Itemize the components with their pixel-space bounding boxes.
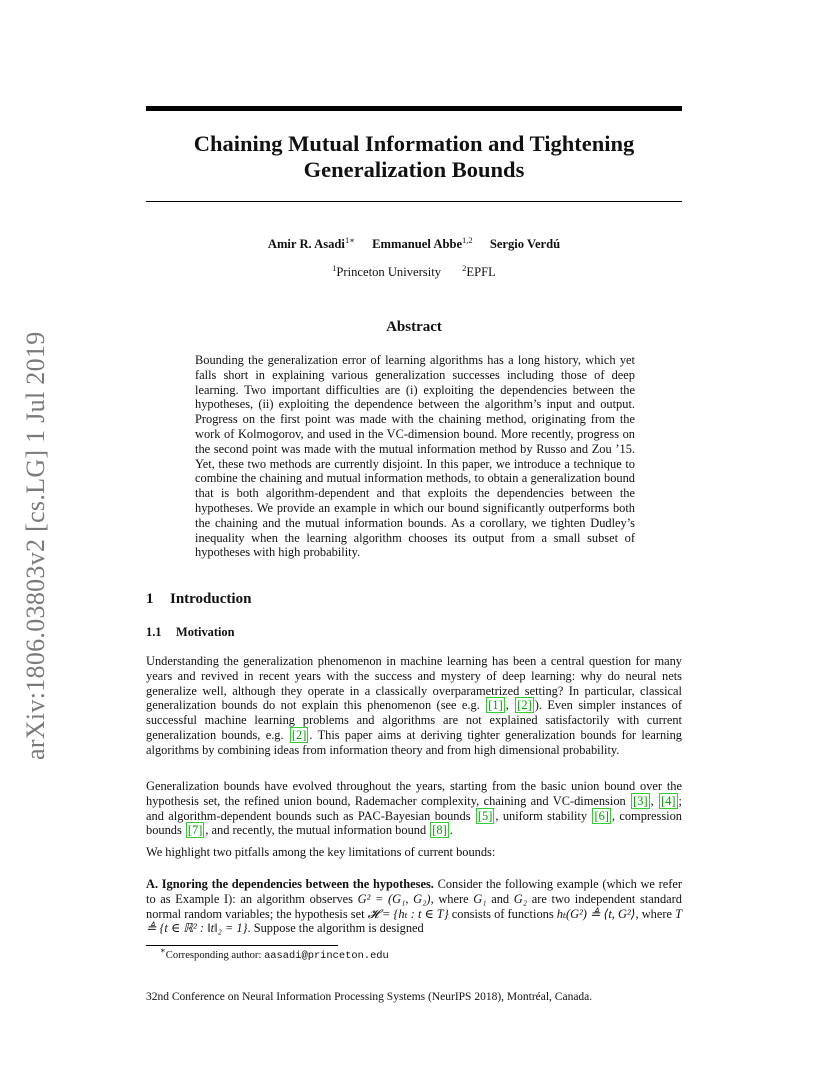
title-bottom-rule	[146, 201, 682, 202]
paragraph-motivation-2: Generalization bounds have evolved throughout the years, starting from the basic union bound over the hypothesis set, the refined union bound, Rademacher complexity, chaining and VC-dimension [3] , [4] ; and algorithm-dependent bounds such as PAC-Bayesian bounds [5] , uniform stability [6] , compression bounds [7] , and recently, the mutual information bound [8] .	[146, 779, 682, 838]
arxiv-identifier: arXiv:1806.03803v2 [cs.LG] 1 Jul 2019	[21, 331, 50, 760]
author-2: Emmanuel Abbe$^{1,2}$	[372, 235, 473, 251]
author-3: Sergio Verdú	[489, 237, 561, 251]
citation-link[interactable]: [4]	[661, 793, 676, 808]
affiliation-list	[146, 265, 682, 280]
author-list	[146, 237, 682, 252]
citation-link[interactable]: [7]	[187, 823, 203, 838]
paragraph-run-in-heading: A. Ignoring the dependencies between the hypotheses.	[146, 877, 434, 891]
paragraph-motivation-3: We highlight two pitfalls among the key limitations of current bounds:	[146, 845, 496, 859]
section-heading-introduction: 1 Introduction	[146, 591, 252, 607]
citation-link[interactable]: [2]	[517, 698, 532, 713]
paragraph-example-1: A. Ignoring the dependencies between the hypotheses. Consider the following example (which we refer to as Example I): an algorithm observes G² = (G₁, G₂), where G₁ and G₂ are two independent standard normal random variables; the hypothesis set 𝓗 = {hₜ : t ∈ T} consists of functions hₜ(G²) ≜ ⟨t, G²⟩, where T ≜ {t ∈ ℝ² : ‖t‖₂ = 1}. Suppose the algorithm is designed	[146, 877, 683, 936]
citation-link[interactable]: [1]	[488, 698, 503, 713]
affiliation-2: $^2$EPFL	[462, 263, 496, 279]
subsection-heading-motivation: 1.1 Motivation	[146, 625, 235, 639]
footnote-rule	[146, 945, 338, 946]
citation-link[interactable]: [6]	[594, 808, 609, 823]
abstract-heading: Abstract	[386, 319, 442, 335]
footnote-email: aasadi@princeton.edu	[264, 950, 389, 962]
citation-link[interactable]: [3]	[633, 793, 648, 808]
paper-title: Chaining Mutual Information and Tightening Generalization Bounds	[193, 131, 635, 182]
venue-footer: 32nd Conference on Neural Information Processing Systems (NeurIPS 2018), Montréal, Canada.	[146, 991, 593, 1003]
title-top-rule	[146, 106, 682, 111]
citation-link[interactable]: [5]	[477, 808, 493, 823]
abstract-text: Bounding the generalization error of learning algorithms has a long history, which yet falls short in explaining various generalization successes including those of deep learning. Two important difficulties are (i) exploiting the dependencies between the hypotheses, (ii) exploiting the dependence between the algorithm’s input and output. Progress on the first point was made with the chaining method, originating from the work of Kolmogorov, and used in the VC-dimension bound. More recently, progress on the second point was made with the mutual information method by Russo and Zou ’15. Yet, these two methods are currently disjoint. In this paper, we introduce a technique to combine the chaining and mutual information methods, to obtain a generalization bound that is both algorithm-dependent and that exploits the dependencies between the hypotheses. We provide an example in which our bound significantly outperforms both the chaining and the mutual information bounds. As a corollary, we tighten Dudley’s inequality when the learning algorithm chooses its output from a small subset of hypotheses with high probability.	[195, 353, 635, 560]
citation-link[interactable]: [2]	[291, 727, 307, 742]
paragraph-motivation-1: Understanding the generalization phenomenon in machine learning has been a central question for many years and revived in recent years with the success and mystery of deep learning: why do neural nets generalize well, although they operate in a classically overparametrized setting? In particular, classical generalization bounds do not explain this phenomenon (see e.g. [1] , [2] ). Even simpler instances of successful machine learning problems and algorithms are not explained satisfactorily with current generalization bounds, e.g. [2] . This paper aims at deriving tighter generalization bounds for learning algorithms by combining ideas from information theory and from high dimensional probability.	[146, 654, 682, 757]
affiliation-1: $^1$Princeton University	[332, 263, 442, 279]
footnote: ∗Corresponding author: aasadi@princeton.edu	[160, 945, 389, 962]
citation-link[interactable]: [8]	[432, 823, 447, 838]
author-1: Amir R. Asadi$^{1∗}$	[267, 235, 355, 251]
